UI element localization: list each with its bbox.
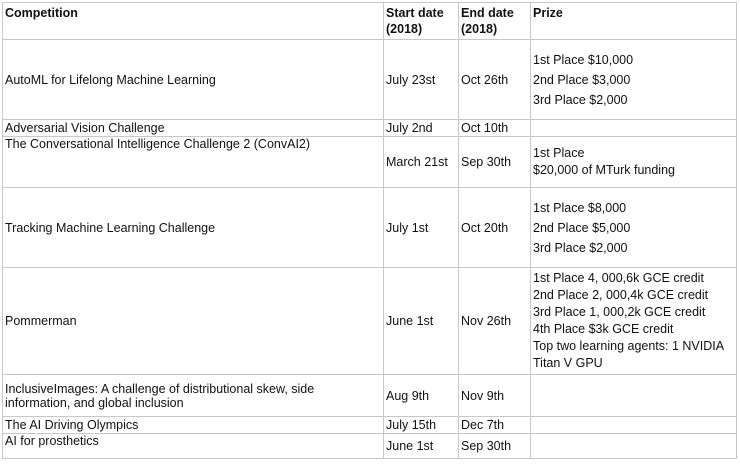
table-row [3,137,737,188]
start-date: Aug 9th [384,375,459,417]
prize-line: Titan V GPU [533,356,603,370]
end-date: Oct 10th [459,120,531,137]
end-date: Oct 20th [459,188,531,268]
competition-name: Adversarial Vision Challenge [3,120,384,137]
header-end-date [459,3,531,40]
header-start-date [384,3,459,40]
table-row [3,188,737,268]
start-date: June 1st [384,434,459,459]
table-row [3,120,737,137]
start-date: July 15th [384,417,459,434]
competition-name: Tracking Machine Learning Challenge [3,188,384,268]
prize-line: 2nd Place 2, 000,4k GCE credit [533,288,709,302]
competition-name: The AI Driving Olympics [3,417,384,434]
prize-line: 1st Place [533,146,585,160]
table-row [3,40,737,120]
end-date: Nov 9th [459,375,531,417]
start-date: March 21st [384,137,459,188]
competition-name: AutoML for Lifelong Machine Learning [3,40,384,120]
header-start-line1: Start date [386,6,444,20]
competition-name: Pommerman [3,268,384,375]
competition-name: The Conversational Intelligence Challenge 2 (ConvAI2) [3,137,384,188]
header-competition: Competition [3,3,384,40]
prize-cell [531,137,737,188]
start-date: July 2nd [384,120,459,137]
start-date: June 1st [384,268,459,375]
end-date: Dec 7th [459,417,531,434]
prize-line: 4th Place $3k GCE credit [533,322,674,336]
prize-cell [531,40,737,120]
header-row [3,3,737,40]
header-start-line2: (2018) [386,22,423,36]
prize-cell [531,375,737,417]
competition-name: InclusiveImages: A challenge of distributional skew, side information, and global inclusion [3,375,384,417]
prize-line: $20,000 of MTurk funding [533,163,675,177]
table-row [3,375,737,417]
table-row [3,417,737,434]
prize-line: 2nd Place $5,000 [533,220,631,235]
end-date: Nov 26th [459,268,531,375]
end-date: Sep 30th [459,137,531,188]
prize-line: 2nd Place $3,000 [533,72,631,87]
prize-line: 1st Place $8,000 [533,200,627,215]
prize-line: 1st Place 4, 000,6k GCE credit [533,271,704,285]
header-end-line2: (2018) [461,22,498,36]
prize-cell [531,188,737,268]
prize-cell [531,120,737,137]
header-prize: Prize [531,3,737,40]
prize-line: 3rd Place $2,000 [533,240,628,255]
prize-cell [531,268,737,375]
prize-line: 3rd Place $2,000 [533,92,628,107]
competition-name: AI for prosthetics [3,434,384,459]
end-date: Oct 26th [459,40,531,120]
table-row [3,268,737,375]
table-row [3,434,737,459]
competitions-table [2,2,737,459]
prize-line: 1st Place $10,000 [533,52,634,67]
prize-cell [531,417,737,434]
start-date: July 1st [384,188,459,268]
start-date: July 23st [384,40,459,120]
header-end-line1: End date [461,6,514,20]
end-date: Sep 30th [459,434,531,459]
prize-line: Top two learning agents: 1 NVIDIA [533,339,725,353]
prize-line: 3rd Place 1, 000,2k GCE credit [533,305,706,319]
prize-cell [531,434,737,459]
